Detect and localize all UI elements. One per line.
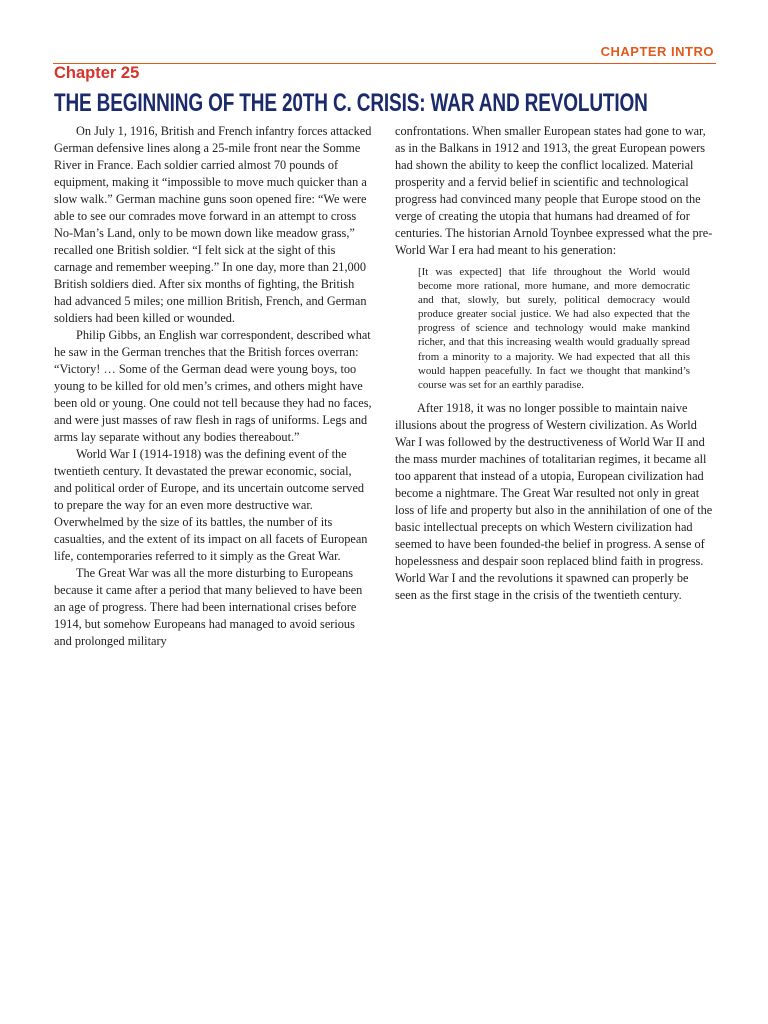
- body-paragraph: Philip Gibbs, an English war correspondent, described what he saw in the German trenches that the British forces overran: “Victory! … Some of the German dead were young boys, too young to be killed for old men’s crimes, and others might have been old or young. One could not tell because they had no faces, and were just masses of raw flesh in rags of uniforms. Legs and arms lay separate without any bodies thereabout.”: [54, 328, 372, 444]
- body-paragraph: confrontations. When smaller European states had gone to war, as in the Balkans in 1912 and 1913, the great European powers had shown the ability to keep the conflict localized. Material prosperity and a fervid belief in scientific and technological progress had convinced many people that Europe stood on the verge of creating the utopia that humans had dreamed of for centuries. The historian Arnold Toynbee expressed what the pre-World War I era had meant to his generation:: [395, 124, 713, 257]
- section-label: CHAPTER INTRO: [600, 44, 714, 59]
- right-column: [395, 123, 713, 604]
- body-paragraph: On July 1, 1916, British and French infantry forces attacked German defensive lines along a 25-mile front near the Somme River in France. Each soldier carried almost 70 pounds of equipment, making it “impossible to move much quicker than a slow walk.” German machine guns soon opened fire: “We were able to see our comrades move forward in an attempt to cross No-Man’s Land, only to be mown down like meadow grass,” recalled one British soldier. “I felt sick at the sight of this carnage and remember weeping.” In one day, more than 21,000 British soldiers died. After six months of fighting, the British had advanced 5 miles; one million British, French, and German soldiers had been killed or wounded.: [54, 124, 372, 325]
- left-column: [54, 123, 372, 650]
- body-paragraph: World War I (1914-1918) was the defining event of the twentieth century. It devastated the prewar economic, social, and political order of Europe, and its uncertain outcome served to prepare the way for an even more destructive war. Overwhelmed by the size of its battles, the number of its casualties, and the extent of its impact on all facets of European life, contemporaries referred to it simply as the Great War.: [54, 447, 368, 563]
- header-divider: [53, 63, 716, 64]
- body-paragraph: The Great War was all the more disturbing to Europeans because it came after a period that many believed to have been an age of progress. There had been international crises before 1914, but somehow Europeans had managed to avoid serious and prolonged military: [54, 566, 363, 648]
- chapter-number: Chapter 25: [54, 64, 140, 82]
- body-paragraph: After 1918, it was no longer possible to maintain naive illusions about the progress of Western civilization. As World War I was followed by the destructiveness of World War II and the mass murder machines of totalitarian regimes, it became all too apparent that instead of a utopia, European civilization had become a nightmare. The Great War resulted not only in great loss of life and property but also in the annihilation of one of the basic intellectual precepts on which Western civilization had seemed to have been founded-the belief in progress. A sense of hopelessness and despair soon replaced blind faith in progress. World War I and the revolutions it spawned can properly be seen as the first stage in the crisis of the twentieth century.: [395, 400, 713, 602]
- toynbee-quote: [It was expected] that life throughout the World would become more rational, more humane, and more democratic and that, slowly, but surely, political democracy would produce greater social justice. We had also expected that the progress of science and technology would make mankind richer, and that this increasing wealth would gradually spread from a minority to a majority. We had expected that all this would happen peacefully. In fact we thought that mankind’s course was set for an earthly paradise.: [418, 266, 690, 391]
- chapter-title: THE BEGINNING OF THE 20TH C. CRISIS: WAR AND REVOLUTION: [54, 89, 648, 117]
